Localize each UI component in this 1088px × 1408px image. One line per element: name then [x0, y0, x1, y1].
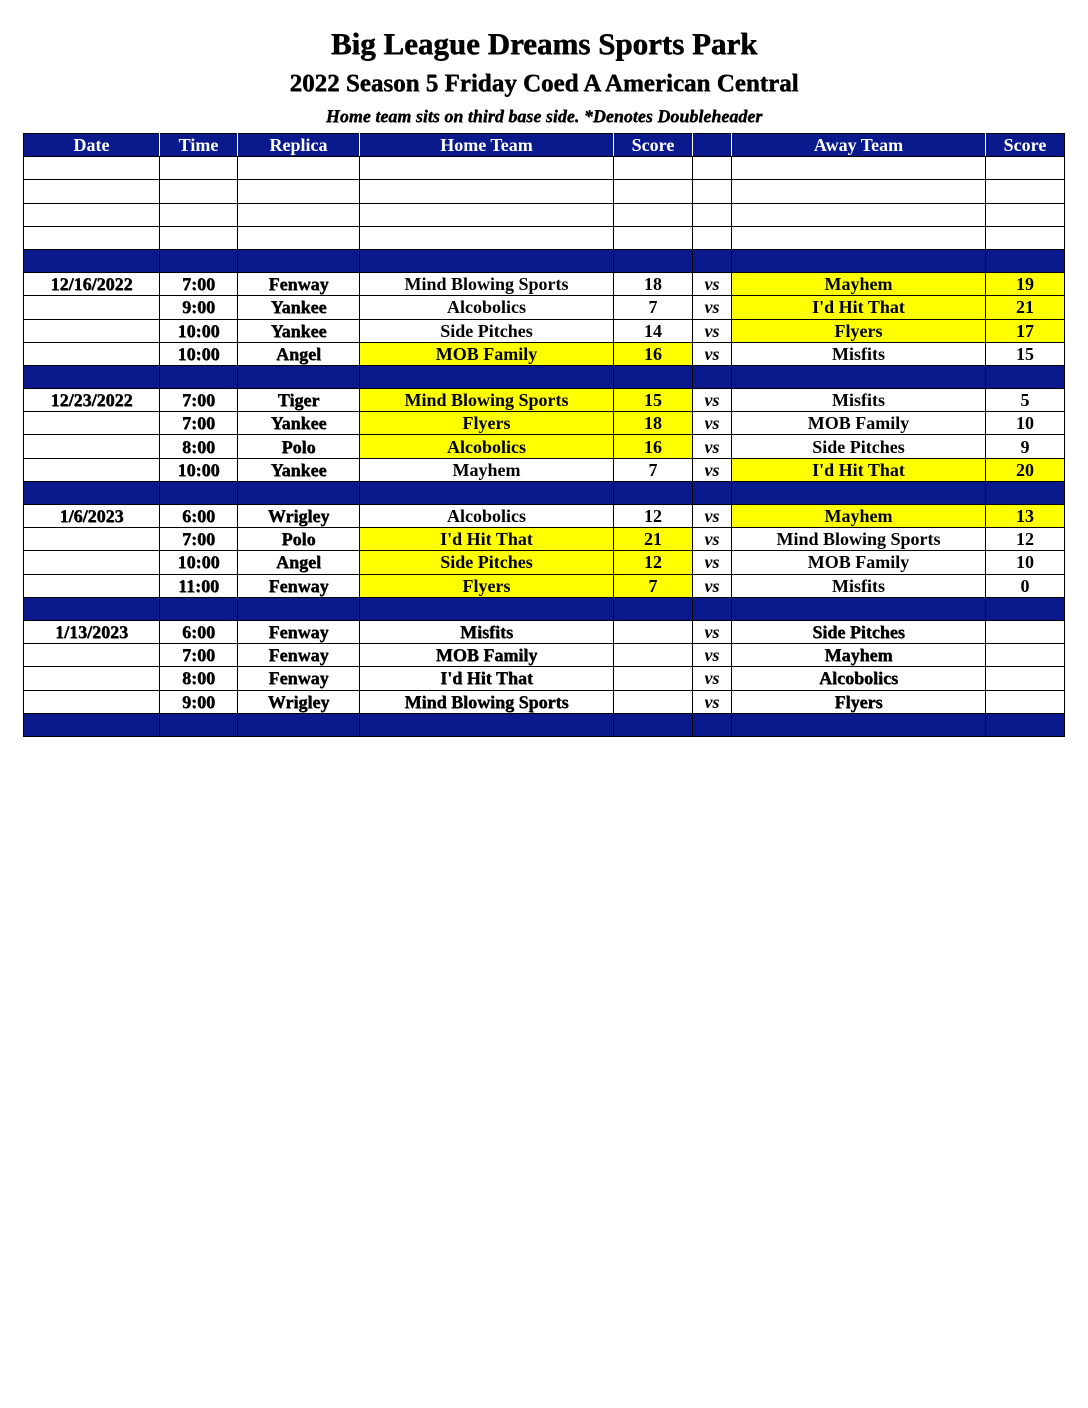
away-team-cell	[732, 365, 986, 388]
away-score-cell	[986, 180, 1065, 203]
replica-cell	[238, 249, 360, 272]
game-row	[24, 644, 1065, 667]
home-score-cell	[614, 481, 693, 504]
home-score-cell: 7	[614, 458, 693, 481]
home-score-cell	[614, 249, 693, 272]
home-score-cell: 7	[614, 296, 693, 319]
date-cell	[24, 249, 160, 272]
vs-cell: vs	[693, 690, 732, 713]
date-cell	[24, 644, 160, 667]
home-team-cell: Alcobolics	[360, 505, 614, 528]
home-team-cell	[360, 157, 614, 180]
time-cell: 7:00	[160, 389, 238, 412]
time-cell: 8:00	[160, 667, 238, 690]
away-score-cell	[986, 249, 1065, 272]
blank-row	[24, 180, 1065, 203]
home-team-cell: Mind Blowing Sports	[360, 389, 614, 412]
away-score-cell: 12	[986, 528, 1065, 551]
blank-row	[24, 157, 1065, 180]
vs-cell	[693, 226, 732, 249]
date-cell	[24, 296, 160, 319]
away-team-cell: Mind Blowing Sports	[732, 528, 986, 551]
time-cell: 6:00	[160, 505, 238, 528]
home-score-cell	[614, 644, 693, 667]
away-score-cell	[986, 620, 1065, 643]
away-score-cell: 10	[986, 412, 1065, 435]
col-header-away-score: Score	[986, 134, 1065, 157]
home-team-cell: I'd Hit That	[360, 667, 614, 690]
replica-cell: Yankee	[238, 319, 360, 342]
home-score-cell	[614, 713, 693, 736]
away-score-cell: 15	[986, 342, 1065, 365]
page-title: Big League Dreams Sports Park	[330, 26, 758, 61]
home-team-cell	[360, 249, 614, 272]
date-cell	[24, 342, 160, 365]
home-team-cell: Mind Blowing Sports	[360, 273, 614, 296]
time-cell: 10:00	[160, 342, 238, 365]
time-cell: 7:00	[160, 273, 238, 296]
replica-cell: Polo	[238, 435, 360, 458]
vs-cell	[693, 481, 732, 504]
game-row	[24, 505, 1065, 528]
game-row	[24, 690, 1065, 713]
date-cell	[24, 597, 160, 620]
game-row	[24, 620, 1065, 643]
replica-cell	[238, 180, 360, 203]
away-team-cell: Side Pitches	[732, 435, 986, 458]
home-team-cell: Misfits	[360, 620, 614, 643]
col-header-time: Time	[160, 134, 238, 157]
replica-cell	[238, 481, 360, 504]
away-score-cell	[986, 597, 1065, 620]
date-cell	[24, 435, 160, 458]
blank-row	[24, 226, 1065, 249]
away-team-cell: Misfits	[732, 342, 986, 365]
replica-cell: Wrigley	[238, 690, 360, 713]
home-score-cell	[614, 180, 693, 203]
away-score-cell	[986, 203, 1065, 226]
away-score-cell: 19	[986, 273, 1065, 296]
vs-cell: vs	[693, 644, 732, 667]
replica-cell	[238, 226, 360, 249]
away-score-cell	[986, 713, 1065, 736]
time-cell: 10:00	[160, 319, 238, 342]
time-cell	[160, 249, 238, 272]
away-team-cell	[732, 226, 986, 249]
date-cell: 1/6/2023	[24, 505, 160, 528]
away-team-cell: I'd Hit That	[732, 458, 986, 481]
away-score-cell	[986, 481, 1065, 504]
home-team-cell: Side Pitches	[360, 319, 614, 342]
date-cell	[24, 226, 160, 249]
col-header-vs	[693, 134, 732, 157]
vs-cell: vs	[693, 389, 732, 412]
time-cell	[160, 597, 238, 620]
game-row	[24, 551, 1065, 574]
vs-cell: vs	[693, 296, 732, 319]
vs-cell: vs	[693, 551, 732, 574]
date-cell: 12/23/2022	[24, 389, 160, 412]
date-cell	[24, 157, 160, 180]
home-score-cell: 14	[614, 319, 693, 342]
time-cell	[160, 180, 238, 203]
home-team-cell: MOB Family	[360, 342, 614, 365]
home-team-cell: Alcobolics	[360, 435, 614, 458]
home-team-cell: I'd Hit That	[360, 528, 614, 551]
home-score-cell	[614, 620, 693, 643]
week-separator-row	[24, 365, 1065, 388]
date-cell	[24, 690, 160, 713]
home-score-cell: 7	[614, 574, 693, 597]
home-score-cell	[614, 226, 693, 249]
game-row	[24, 296, 1065, 319]
away-score-cell: 13	[986, 505, 1065, 528]
away-team-cell: Misfits	[732, 389, 986, 412]
date-cell: 12/16/2022	[24, 273, 160, 296]
time-cell	[160, 203, 238, 226]
date-cell	[24, 574, 160, 597]
vs-cell	[693, 157, 732, 180]
date-cell	[24, 203, 160, 226]
game-row	[24, 458, 1065, 481]
replica-cell: Wrigley	[238, 505, 360, 528]
vs-cell: vs	[693, 505, 732, 528]
time-cell: 9:00	[160, 296, 238, 319]
vs-cell: vs	[693, 342, 732, 365]
home-score-cell: 12	[614, 551, 693, 574]
vs-cell: vs	[693, 458, 732, 481]
date-cell	[24, 551, 160, 574]
time-cell: 9:00	[160, 690, 238, 713]
vs-cell	[693, 249, 732, 272]
away-team-cell: MOB Family	[732, 551, 986, 574]
away-team-cell: Flyers	[732, 319, 986, 342]
schedule-body	[24, 157, 1065, 737]
time-cell	[160, 157, 238, 180]
vs-cell	[693, 713, 732, 736]
col-header-date: Date	[24, 134, 160, 157]
home-score-cell	[614, 690, 693, 713]
week-separator-row	[24, 249, 1065, 272]
game-row	[24, 528, 1065, 551]
time-cell: 7:00	[160, 528, 238, 551]
date-cell	[24, 667, 160, 690]
home-team-cell	[360, 365, 614, 388]
home-score-cell	[614, 365, 693, 388]
time-cell: 10:00	[160, 551, 238, 574]
home-score-cell	[614, 157, 693, 180]
replica-cell	[238, 157, 360, 180]
schedule-table	[23, 133, 1065, 737]
home-score-cell: 21	[614, 528, 693, 551]
home-score-cell	[614, 597, 693, 620]
home-team-cell: Mayhem	[360, 458, 614, 481]
time-cell: 7:00	[160, 412, 238, 435]
home-team-cell: Flyers	[360, 412, 614, 435]
time-cell	[160, 226, 238, 249]
game-row	[24, 319, 1065, 342]
game-row	[24, 342, 1065, 365]
away-team-cell: Alcobolics	[732, 667, 986, 690]
home-team-cell: MOB Family	[360, 644, 614, 667]
away-score-cell	[986, 157, 1065, 180]
date-cell	[24, 528, 160, 551]
away-score-cell: 20	[986, 458, 1065, 481]
replica-cell: Angel	[238, 342, 360, 365]
col-header-replica: Replica	[238, 134, 360, 157]
game-row	[24, 273, 1065, 296]
away-team-cell: Mayhem	[732, 505, 986, 528]
date-cell	[24, 412, 160, 435]
col-header-away-team: Away Team	[732, 134, 986, 157]
page-subtitle: 2022 Season 5 Friday Coed A American Central	[289, 70, 799, 97]
away-team-cell	[732, 249, 986, 272]
replica-cell: Fenway	[238, 273, 360, 296]
time-cell: 8:00	[160, 435, 238, 458]
game-row	[24, 667, 1065, 690]
replica-cell: Fenway	[238, 620, 360, 643]
vs-cell	[693, 597, 732, 620]
vs-cell	[693, 180, 732, 203]
home-team-cell	[360, 481, 614, 504]
time-cell	[160, 481, 238, 504]
home-team-cell	[360, 713, 614, 736]
replica-cell: Fenway	[238, 574, 360, 597]
week-separator-row	[24, 597, 1065, 620]
date-cell	[24, 458, 160, 481]
time-cell: 6:00	[160, 620, 238, 643]
home-score-cell: 12	[614, 505, 693, 528]
vs-cell: vs	[693, 620, 732, 643]
date-cell	[24, 365, 160, 388]
time-cell: 10:00	[160, 458, 238, 481]
away-team-cell: I'd Hit That	[732, 296, 986, 319]
away-score-cell	[986, 365, 1065, 388]
home-score-cell: 16	[614, 435, 693, 458]
replica-cell	[238, 597, 360, 620]
replica-cell: Fenway	[238, 667, 360, 690]
away-score-cell	[986, 667, 1065, 690]
date-cell: 1/13/2023	[24, 620, 160, 643]
replica-cell: Yankee	[238, 458, 360, 481]
header-row	[24, 134, 1065, 157]
date-cell	[24, 319, 160, 342]
date-cell	[24, 481, 160, 504]
home-team-cell: Mind Blowing Sports	[360, 690, 614, 713]
away-team-cell	[732, 713, 986, 736]
vs-cell: vs	[693, 435, 732, 458]
replica-cell: Angel	[238, 551, 360, 574]
time-cell: 11:00	[160, 574, 238, 597]
time-cell	[160, 713, 238, 736]
time-cell	[160, 365, 238, 388]
away-score-cell: 0	[986, 574, 1065, 597]
time-cell: 7:00	[160, 644, 238, 667]
game-row	[24, 574, 1065, 597]
blank-row	[24, 203, 1065, 226]
home-team-cell	[360, 597, 614, 620]
col-header-home-team: Home Team	[360, 134, 614, 157]
home-score-cell: 18	[614, 412, 693, 435]
away-score-cell: 10	[986, 551, 1065, 574]
replica-cell: Tiger	[238, 389, 360, 412]
schedule-note: Home team sits on third base side. *Denotes Doubleheader	[325, 106, 763, 126]
vs-cell: vs	[693, 528, 732, 551]
home-team-cell: Side Pitches	[360, 551, 614, 574]
home-score-cell	[614, 667, 693, 690]
replica-cell	[238, 365, 360, 388]
home-team-cell	[360, 203, 614, 226]
away-score-cell: 21	[986, 296, 1065, 319]
away-score-cell	[986, 644, 1065, 667]
replica-cell	[238, 203, 360, 226]
game-row	[24, 389, 1065, 412]
home-team-cell: Flyers	[360, 574, 614, 597]
away-score-cell	[986, 690, 1065, 713]
replica-cell: Yankee	[238, 412, 360, 435]
vs-cell: vs	[693, 273, 732, 296]
vs-cell	[693, 203, 732, 226]
replica-cell: Fenway	[238, 644, 360, 667]
home-score-cell	[614, 203, 693, 226]
home-team-cell	[360, 226, 614, 249]
away-team-cell: Side Pitches	[732, 620, 986, 643]
away-team-cell	[732, 597, 986, 620]
home-team-cell: Alcobolics	[360, 296, 614, 319]
away-team-cell: Mayhem	[732, 273, 986, 296]
vs-cell: vs	[693, 667, 732, 690]
vs-cell: vs	[693, 574, 732, 597]
vs-cell: vs	[693, 412, 732, 435]
replica-cell	[238, 713, 360, 736]
home-team-cell	[360, 180, 614, 203]
away-team-cell: MOB Family	[732, 412, 986, 435]
vs-cell: vs	[693, 319, 732, 342]
home-score-cell: 15	[614, 389, 693, 412]
col-header-home-score: Score	[614, 134, 693, 157]
replica-cell: Yankee	[238, 296, 360, 319]
away-team-cell	[732, 180, 986, 203]
home-score-cell: 16	[614, 342, 693, 365]
date-cell	[24, 713, 160, 736]
game-row	[24, 435, 1065, 458]
date-cell	[24, 180, 160, 203]
away-score-cell: 5	[986, 389, 1065, 412]
week-separator-row	[24, 481, 1065, 504]
away-score-cell: 9	[986, 435, 1065, 458]
game-row	[24, 412, 1065, 435]
away-score-cell	[986, 226, 1065, 249]
away-team-cell	[732, 203, 986, 226]
away-team-cell	[732, 481, 986, 504]
away-team-cell: Misfits	[732, 574, 986, 597]
away-team-cell	[732, 157, 986, 180]
vs-cell	[693, 365, 732, 388]
away-score-cell: 17	[986, 319, 1065, 342]
week-separator-row	[24, 713, 1065, 736]
replica-cell: Polo	[238, 528, 360, 551]
away-team-cell: Mayhem	[732, 644, 986, 667]
home-score-cell: 18	[614, 273, 693, 296]
away-team-cell: Flyers	[732, 690, 986, 713]
